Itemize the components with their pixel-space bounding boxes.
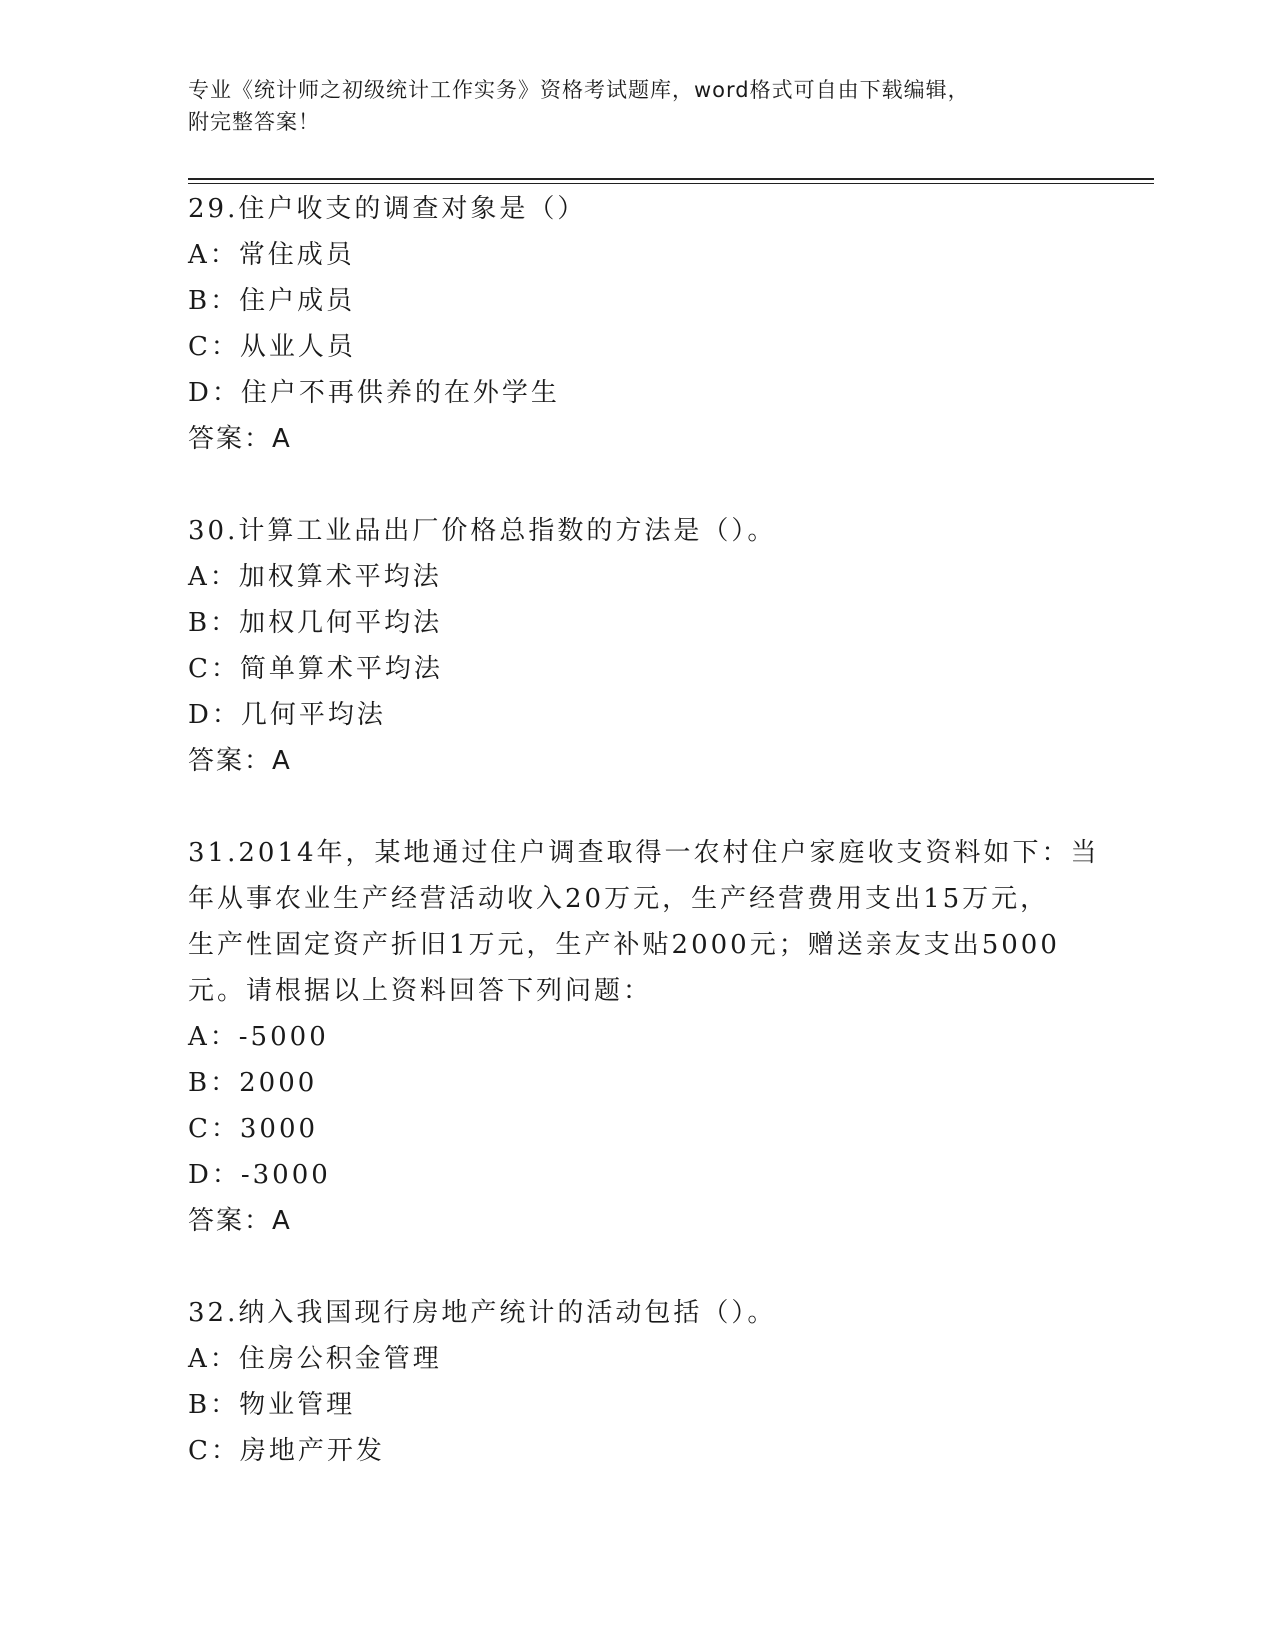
- answer: 答案：A: [188, 746, 292, 776]
- question-stem: [188, 186, 1138, 232]
- header-line-1: 专业《统计师之初级统计工作实务》资格考试题库，word格式可自由下载编辑，: [188, 78, 970, 102]
- answer: 答案：A: [188, 1206, 292, 1236]
- stem-line: 31.2014年，某地通过住户调查取得一农村住户家庭收支资料如下：当: [188, 838, 1100, 868]
- option-c: C：房地产开发: [188, 1436, 385, 1466]
- spacer: [188, 462, 1138, 508]
- option-a: A：常住成员: [188, 240, 355, 270]
- spacer: [188, 1244, 1138, 1290]
- stem-line: 30.计算工业品出厂价格总指数的方法是（）。: [188, 516, 777, 546]
- question-stem: [188, 1290, 1138, 1336]
- stem-line: 29.住户收支的调查对象是（）: [188, 194, 587, 224]
- document-header: [188, 74, 1088, 138]
- header-line-2: 附完整答案！: [188, 110, 320, 134]
- option-c: C：3000: [188, 1114, 319, 1144]
- option-a: A：加权算术平均法: [188, 562, 442, 592]
- stem-line: 32.纳入我国现行房地产统计的活动包括（）。: [188, 1298, 777, 1328]
- question-32: [188, 1290, 1138, 1474]
- option-d: D：-3000: [188, 1160, 331, 1190]
- option-c: C：简单算术平均法: [188, 654, 443, 684]
- stem-line: 年从事农业生产经营活动收入20万元，生产经营费用支出15万元，: [188, 884, 1050, 914]
- stem-line: 生产性固定资产折旧1万元，生产补贴2000元；赠送亲友支出5000: [188, 930, 1060, 960]
- option-c: C：从业人员: [188, 332, 356, 362]
- question-list: [188, 186, 1138, 1474]
- option-a: A：-5000: [188, 1022, 329, 1052]
- option-a: A：住房公积金管理: [188, 1344, 442, 1374]
- question-29: [188, 186, 1138, 462]
- question-stem: [188, 830, 1138, 1014]
- header-divider: [188, 178, 1154, 184]
- option-b: B：物业管理: [188, 1390, 356, 1420]
- spacer: [188, 784, 1138, 830]
- question-31: [188, 830, 1138, 1244]
- option-b: B：加权几何平均法: [188, 608, 443, 638]
- option-b: B：住户成员: [188, 286, 356, 316]
- option-d: D：几何平均法: [188, 700, 386, 730]
- answer: 答案：A: [188, 424, 292, 454]
- question-stem: [188, 508, 1138, 554]
- option-d: D：住户不再供养的在外学生: [188, 378, 560, 408]
- option-b: B：2000: [188, 1068, 318, 1098]
- stem-line: 元。请根据以上资料回答下列问题：: [188, 976, 653, 1006]
- question-30: [188, 508, 1138, 784]
